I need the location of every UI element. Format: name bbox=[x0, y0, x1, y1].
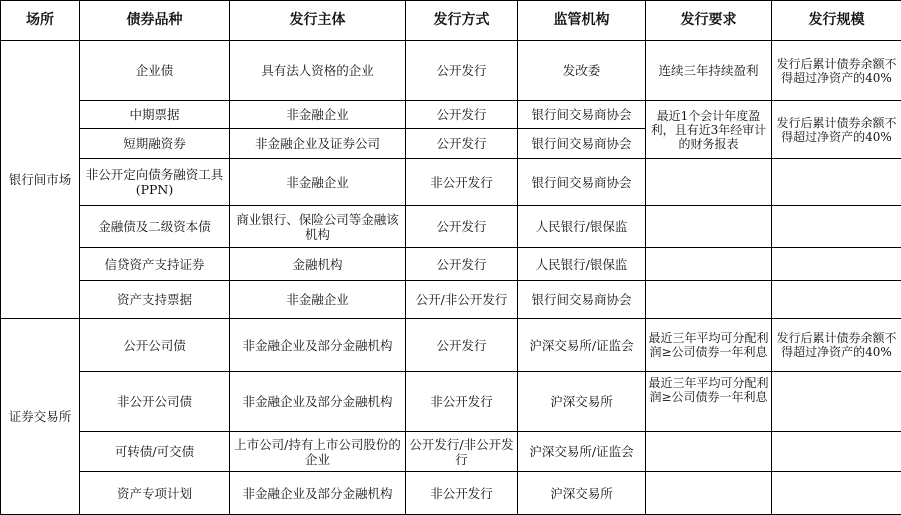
table-row bbox=[1, 319, 901, 372]
variety-cell: 非公开定向债务融资工具(PPN) bbox=[80, 159, 230, 206]
issuer-cell: 非金融企业及证券公司 bbox=[230, 129, 406, 159]
table-row bbox=[1, 248, 901, 281]
venue-cell: 银行间市场 bbox=[1, 41, 80, 319]
table-row bbox=[1, 432, 901, 472]
method-cell: 公开发行/非公开发行 bbox=[406, 432, 518, 472]
issuer-cell: 非金融企业 bbox=[230, 101, 406, 129]
method-cell: 公开发行 bbox=[406, 41, 518, 101]
requirement-cell: 最近三年平均可分配利润≥公司债券一年利息 bbox=[646, 319, 772, 372]
variety-cell: 资产支持票据 bbox=[80, 281, 230, 319]
issuer-cell: 上市公司/持有上市公司股份的企业 bbox=[230, 432, 406, 472]
requirement-cell bbox=[646, 281, 772, 319]
variety-cell: 资产专项计划 bbox=[80, 472, 230, 515]
variety-cell: 公开公司债 bbox=[80, 319, 230, 372]
issuer-cell: 非金融企业及部分金融机构 bbox=[230, 372, 406, 432]
scale-cell: 发行后累计债券余额不得超过净资产的40% bbox=[772, 319, 901, 372]
method-cell: 非公开发行 bbox=[406, 159, 518, 206]
regulator-cell: 沪深交易所 bbox=[518, 372, 646, 432]
scale-cell: 发行后累计债券余额不得超过净资产的40% bbox=[772, 41, 901, 101]
table-row bbox=[1, 472, 901, 515]
scale-cell bbox=[772, 281, 901, 319]
scale-cell bbox=[772, 206, 901, 248]
variety-cell: 短期融资券 bbox=[80, 129, 230, 159]
method-cell: 公开发行 bbox=[406, 101, 518, 129]
table-row bbox=[1, 101, 901, 129]
regulator-cell: 银行间交易商协会 bbox=[518, 101, 646, 129]
header-row bbox=[1, 1, 901, 41]
requirement-cell bbox=[646, 432, 772, 472]
regulator-cell: 银行间交易商协会 bbox=[518, 129, 646, 159]
method-cell: 公开发行 bbox=[406, 248, 518, 281]
regulator-cell: 沪深交易所/证监会 bbox=[518, 319, 646, 372]
requirement-cell bbox=[646, 159, 772, 206]
scale-cell bbox=[772, 372, 901, 432]
header-method: 发行方式 bbox=[406, 1, 518, 41]
header-regulator: 监管机构 bbox=[518, 1, 646, 41]
regulator-cell: 银行间交易商协会 bbox=[518, 281, 646, 319]
regulator-cell: 人民银行/银保监 bbox=[518, 206, 646, 248]
method-cell: 公开发行 bbox=[406, 319, 518, 372]
table-row bbox=[1, 281, 901, 319]
requirement-cell bbox=[646, 206, 772, 248]
issuer-cell: 金融机构 bbox=[230, 248, 406, 281]
regulator-cell: 银行间交易商协会 bbox=[518, 159, 646, 206]
header-variety: 债券品种 bbox=[80, 1, 230, 41]
scale-cell bbox=[772, 472, 901, 515]
issuer-cell: 非金融企业 bbox=[230, 281, 406, 319]
regulator-cell: 沪深交易所 bbox=[518, 472, 646, 515]
requirement-cell: 连续三年持续盈利 bbox=[646, 41, 772, 101]
header-requirement: 发行要求 bbox=[646, 1, 772, 41]
issuer-cell: 商业银行、保险公司等金融该机构 bbox=[230, 206, 406, 248]
scale-cell bbox=[772, 432, 901, 472]
regulator-cell: 发改委 bbox=[518, 41, 646, 101]
scale-cell bbox=[772, 159, 901, 206]
variety-cell: 非公开公司债 bbox=[80, 372, 230, 432]
method-cell: 非公开发行 bbox=[406, 372, 518, 432]
variety-cell: 中期票据 bbox=[80, 101, 230, 129]
requirement-cell: 最近1个会计年度盈利，且有近3年经审计的财务报表 bbox=[646, 101, 772, 159]
table-row bbox=[1, 206, 901, 248]
header-scale: 发行规模 bbox=[772, 1, 901, 41]
variety-cell: 可转债/可交债 bbox=[80, 432, 230, 472]
requirement-cell: 最近三年平均可分配利润≥公司债券一年利息 bbox=[646, 372, 772, 432]
method-cell: 公开发行 bbox=[406, 206, 518, 248]
method-cell: 非公开发行 bbox=[406, 472, 518, 515]
regulator-cell: 人民银行/银保监 bbox=[518, 248, 646, 281]
header-issuer: 发行主体 bbox=[230, 1, 406, 41]
table-row bbox=[1, 41, 901, 101]
header-venue: 场所 bbox=[1, 1, 80, 41]
issuer-cell: 非金融企业 bbox=[230, 159, 406, 206]
table-row bbox=[1, 372, 901, 432]
issuer-cell: 非金融企业及部分金融机构 bbox=[230, 472, 406, 515]
variety-cell: 企业债 bbox=[80, 41, 230, 101]
requirement-cell bbox=[646, 472, 772, 515]
issuer-cell: 非金融企业及部分金融机构 bbox=[230, 319, 406, 372]
variety-cell: 信贷资产支持证券 bbox=[80, 248, 230, 281]
scale-cell bbox=[772, 248, 901, 281]
venue-cell: 证券交易所 bbox=[1, 319, 80, 515]
method-cell: 公开/非公开发行 bbox=[406, 281, 518, 319]
variety-cell: 金融债及二级资本债 bbox=[80, 206, 230, 248]
requirement-cell bbox=[646, 248, 772, 281]
table-row bbox=[1, 159, 901, 206]
method-cell: 公开发行 bbox=[406, 129, 518, 159]
regulator-cell: 沪深交易所/证监会 bbox=[518, 432, 646, 472]
scale-cell: 发行后累计债券余额不得超过净资产的40% bbox=[772, 101, 901, 159]
issuer-cell: 具有法人资格的企业 bbox=[230, 41, 406, 101]
